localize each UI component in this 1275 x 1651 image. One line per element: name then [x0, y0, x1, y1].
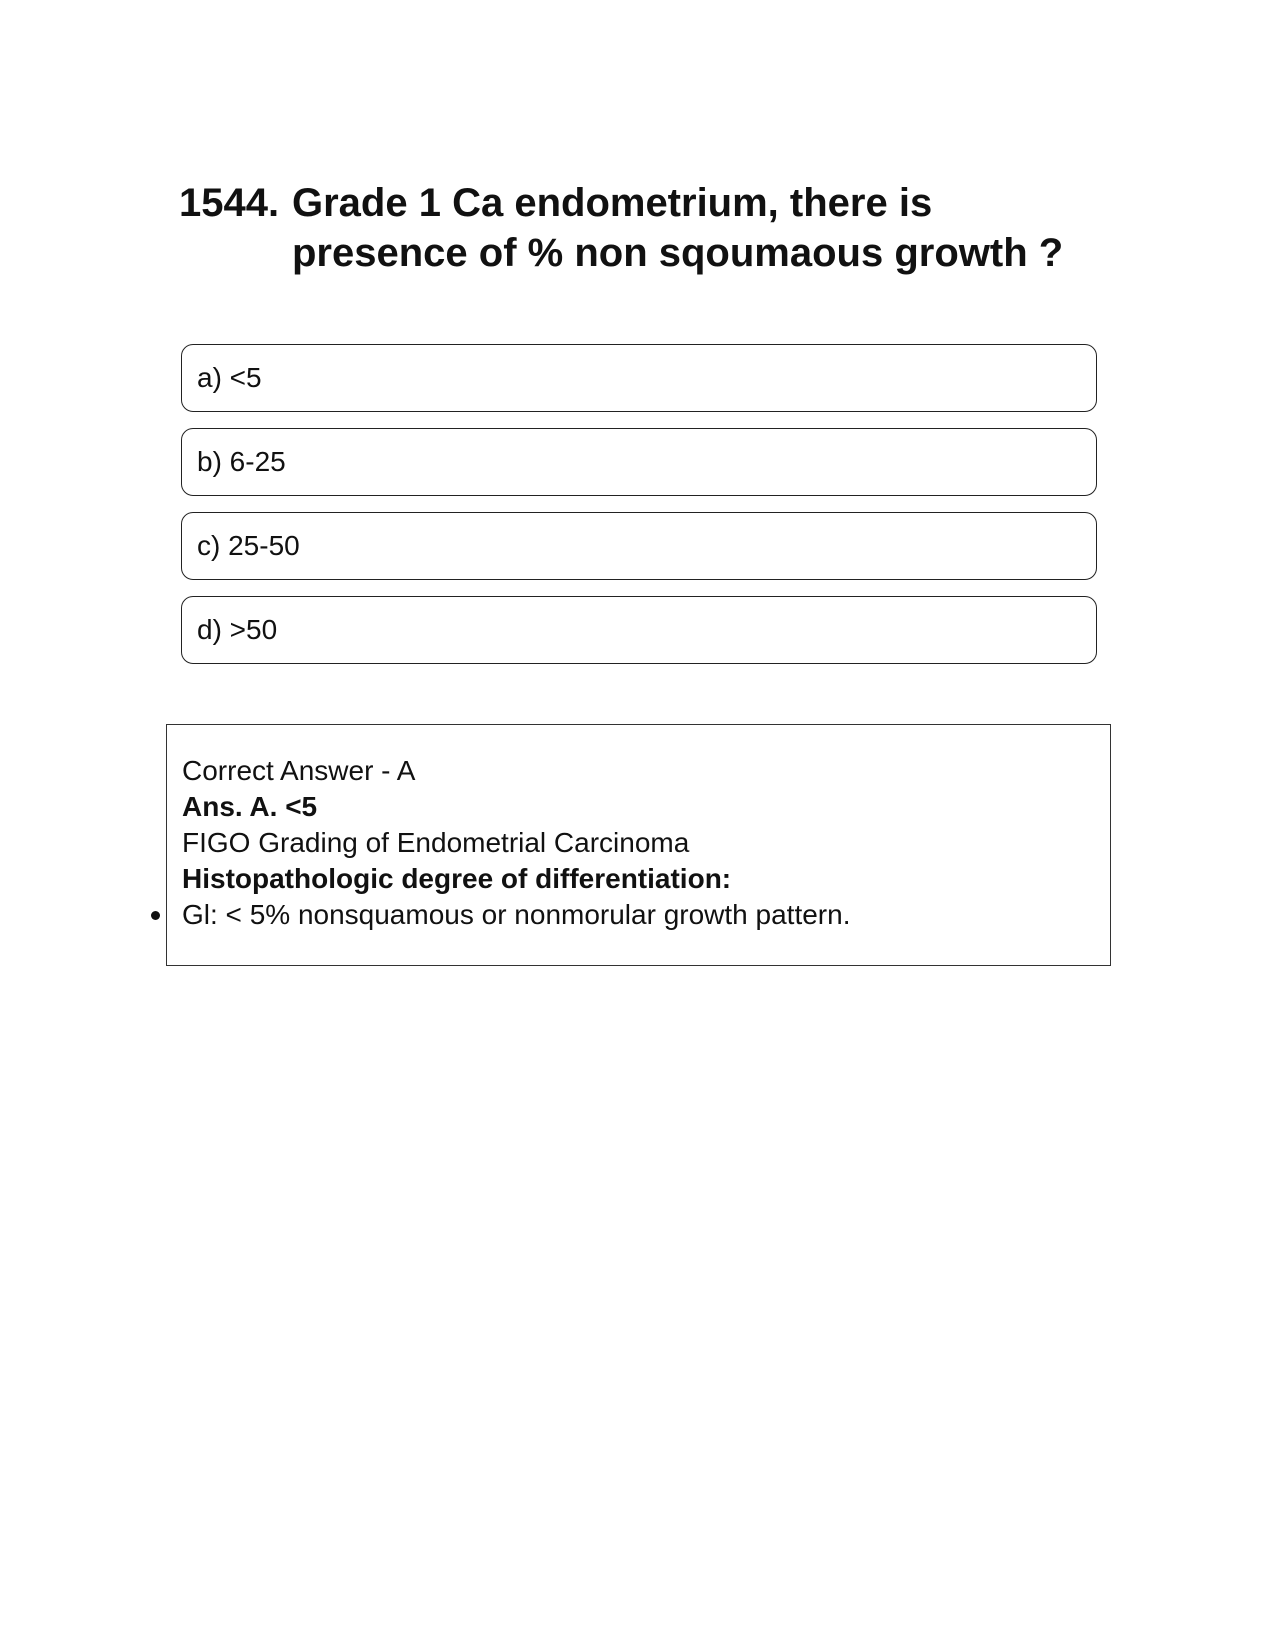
answer-content	[182, 753, 1082, 933]
question-number: 1544.	[179, 181, 280, 225]
option-a[interactable]: a) <5	[181, 344, 1097, 412]
correct-answer-line: Correct Answer - A	[182, 755, 416, 786]
bullet-dot-icon	[151, 911, 160, 920]
bullet-item	[182, 897, 1082, 933]
bullet-text: Gl: < 5% nonsquamous or nonmorular growth pattern.	[182, 899, 851, 930]
option-c[interactable]: c) 25-50	[181, 512, 1097, 580]
option-b[interactable]: b) 6-25	[181, 428, 1097, 496]
question	[179, 178, 1079, 278]
ans-line: Ans. A. <5	[182, 791, 318, 822]
answer-explanation-box	[166, 724, 1111, 966]
topic-line: FIGO Grading of Endometrial Carcinoma	[182, 827, 690, 858]
options-list	[181, 344, 1097, 680]
option-d[interactable]: d) >50	[181, 596, 1097, 664]
question-text: Grade 1 Ca endometrium, there is presence of % non sqoumaous growth ?	[292, 181, 1064, 275]
heading-line: Histopathologic degree of differentiation:	[182, 863, 732, 894]
